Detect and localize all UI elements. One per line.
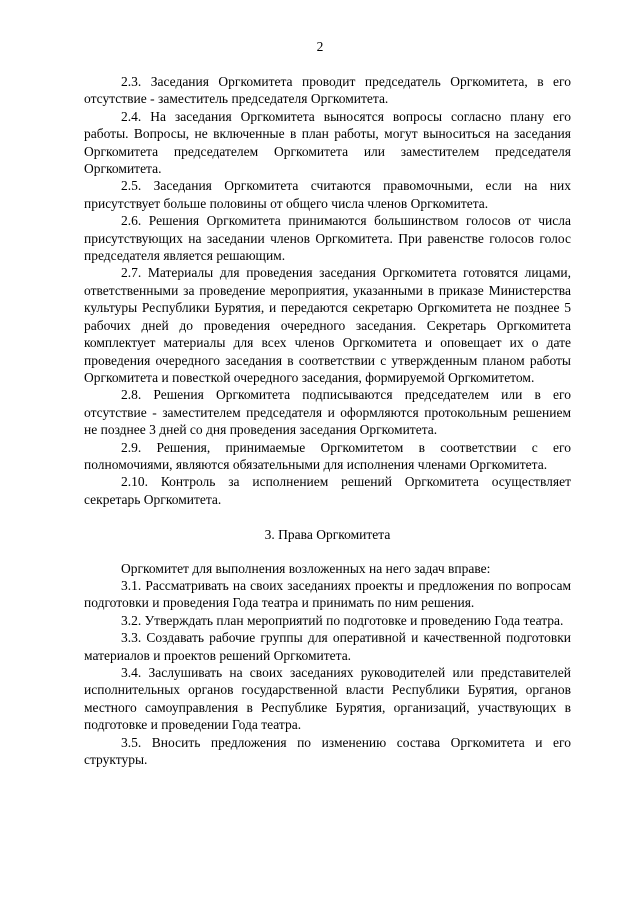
- paragraph-2-9: 2.9. Решения, принимаемые Оргкомитетом в соответствии с его полномочиями, являются обязательными для исполнения членами Оргкомитета.: [84, 439, 571, 472]
- paragraph-3-5: 3.5. Вносить предложения по изменению состава Оргкомитета и его структуры.: [84, 734, 571, 768]
- paragraph-rights-intro: Оргкомитет для выполнения возложенных на него задач вправе:: [121, 560, 491, 576]
- paragraph-3-1: 3.1. Рассматривать на своих заседаниях проекты и предложения по вопросам подготовки и проведения Года театра и принимать по ним решения.: [84, 577, 571, 611]
- paragraph-2-3: 2.3. Заседания Оргкомитета проводит председатель Оргкомитета, в его отсутствие - заместитель председателя Оргкомитета.: [84, 74, 571, 107]
- paragraph-2-6: 2.6. Решения Оргкомитета принимаются большинством голосов от числа присутствующих на заседании членов Оргкомитета. При равенстве голосов голос председателя является решающим.: [84, 213, 571, 264]
- document-body: [84, 73, 571, 768]
- section-heading: 3. Права Оргкомитета: [264, 527, 391, 543]
- page-number: 2: [316, 39, 324, 54]
- paragraph-2-10: 2.10. Контроль за исполнением решений Оргкомитета осуществляет секретарь Оргкомитета.: [84, 474, 571, 507]
- paragraph-2-8: 2.8. Решения Оргкомитета подписываются председателем или в его отсутствие - заместителем председателя и оформляются протокольным решением не позднее 3 дней со дня проведения заседания Оргкомитета.: [84, 387, 571, 438]
- paragraph-3-3: 3.3. Создавать рабочие группы для оперативной и качественной подготовки материалов и проектов решений Оргкомитета.: [84, 630, 571, 663]
- paragraph-2-5: 2.5. Заседания Оргкомитета считаются правомочными, если на них присутствует больше половины от общего числа членов Оргкомитета.: [84, 178, 571, 211]
- paragraph-2-7: 2.7. Материалы для проведения заседания Оргкомитета готовятся лицами, ответственными за проведение мероприятия, указанными в приказе Министерства культуры Республики Бурятия, и передаются секретарю Оргкомитета не позднее 5 рабочих дней до проведения очередного заседания. Секретарь Оргкомитета комплектует материалы для всех членов Оргкомитета и оповещает их о дате проведения очередного заседания в соответствии с утвержденным планом работы Оргкомитета и повесткой очередного заседания, формируемой Оргкомитетом.: [84, 265, 571, 385]
- paragraph-2-4: 2.4. На заседания Оргкомитета выносятся вопросы согласно плану его работы. Вопросы, не включенные в план работы, могут выноситься на заседания Оргкомитета председателем Оргкомитета или заместителем председателя Оргкомитета.: [84, 108, 571, 177]
- paragraph-3-4: 3.4. Заслушивать на своих заседаниях руководителей или представителей исполнительных органов государственной власти Республики Бурятия, органов местного самоуправления в Республике Бурятия, организаций, участвующих в подготовке и проведении Года театра.: [84, 665, 571, 733]
- paragraph-3-2: 3.2. Утверждать план мероприятий по подготовке и проведению Года театра.: [121, 612, 564, 628]
